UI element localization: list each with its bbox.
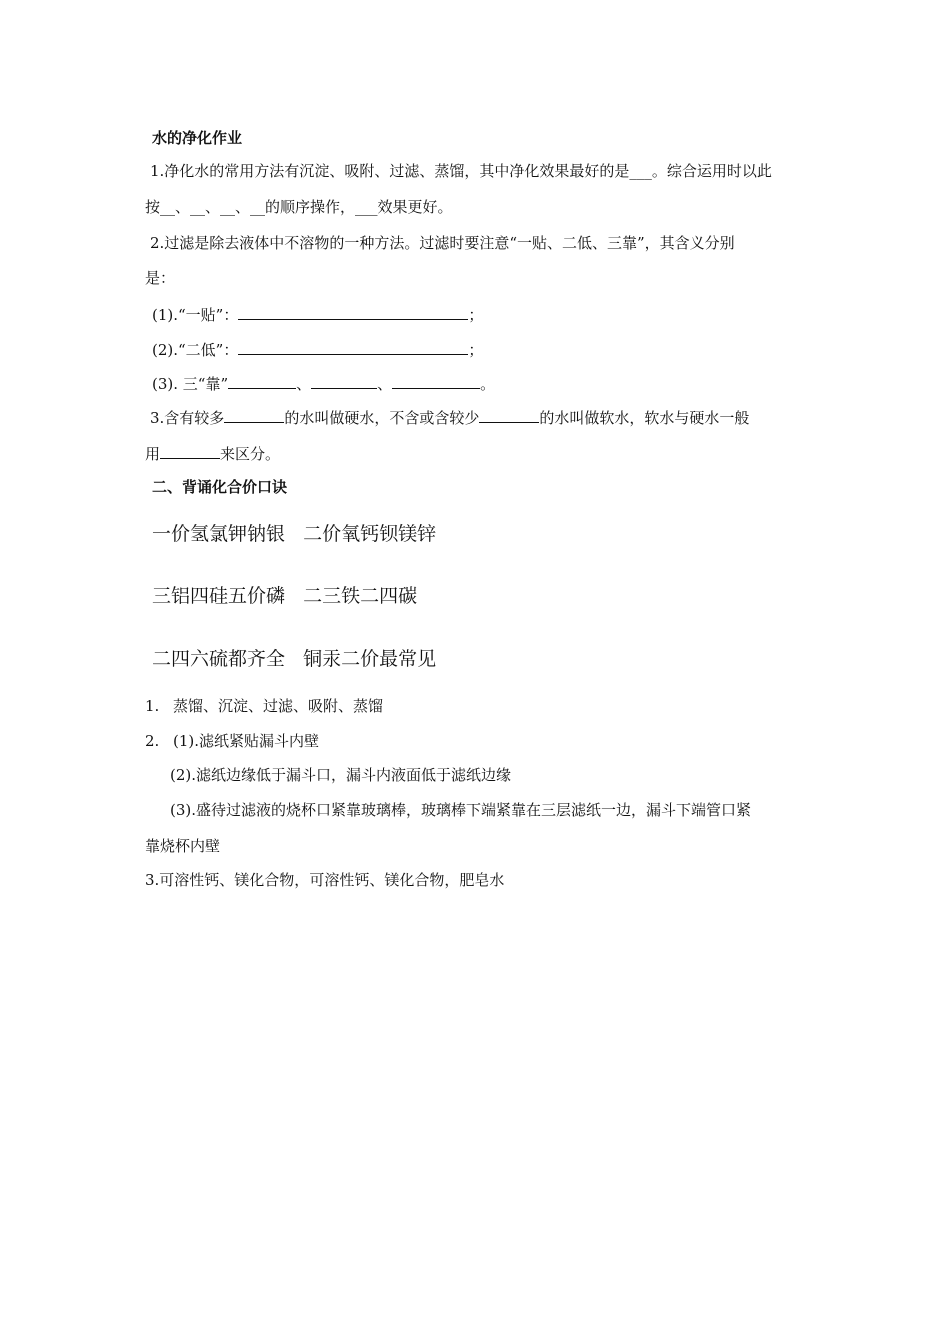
answer-blank[interactable] — [160, 442, 220, 459]
rhyme-line2: 三铝四硅五价磷 二三铁二四碳 — [152, 585, 418, 607]
answer-number: 2. — [145, 732, 160, 750]
answer-2-3-line2: 靠烧杯内壁 — [145, 837, 221, 855]
answer-blank[interactable] — [228, 372, 296, 389]
answer-text: 蒸馏、沉淀、过滤、吸附、蒸馏 — [173, 697, 384, 715]
answer-3: 3.可溶性钙、镁化合物，可溶性钙、镁化合物，肥皂水 — [145, 871, 505, 889]
answer-text: (1).滤纸紧贴漏斗内壁 — [173, 732, 320, 750]
answer-2 — [145, 731, 319, 751]
q3-text: 的水叫做软水，软水与硬水一般 — [539, 409, 750, 427]
q3-text: 的水叫做硬水，不含或含较少 — [284, 409, 480, 427]
q2-item1 — [152, 303, 483, 325]
q1-line1: 1.净化水的常用方法有沉淀、吸附、过滤、蒸馏，其中净化效果最好的是___。综合运用时以此 — [150, 162, 772, 180]
q3-line2 — [145, 442, 280, 464]
section2-heading: 二、背诵化合价口诀 — [152, 478, 288, 496]
rhyme-line1: 一价氢氯钾钠银 二价氧钙钡镁锌 — [152, 523, 437, 545]
semicolon: ； — [468, 341, 484, 359]
rhyme-line3: 二四六硫都齐全 铜汞二价最常见 — [152, 648, 437, 670]
q2-item1-label: (1).“一贴”： — [152, 306, 239, 324]
q3-text: 来区分。 — [220, 445, 281, 463]
answer-2-2: (2).滤纸边缘低于漏斗口，漏斗内液面低于滤纸边缘 — [170, 766, 512, 784]
q2-item2-label: (2).“二低”： — [152, 341, 239, 359]
q3-text: 3.含有较多 — [150, 409, 225, 427]
q3-text: 用 — [145, 445, 161, 463]
answer-blank[interactable] — [479, 406, 539, 423]
answer-blank[interactable] — [311, 372, 377, 389]
q1-line2: 按__、__、__、__的顺序操作，___效果更好。 — [145, 198, 453, 216]
answer-blank[interactable] — [238, 303, 468, 320]
semicolon: ； — [468, 306, 484, 324]
period: 。 — [480, 375, 496, 393]
document-title: 水的净化作业 — [152, 129, 243, 147]
separator: 、 — [296, 375, 312, 393]
answer-number: 1. — [145, 697, 160, 715]
q2-line2: 是： — [145, 269, 176, 287]
q2-item3-label: (3). 三“靠” — [152, 375, 229, 393]
separator: 、 — [377, 375, 393, 393]
q2-line1: 2.过滤是除去液体中不溶物的一种方法。过滤时要注意“一贴、二低、三靠”，其含义分别 — [150, 234, 735, 252]
q2-item3 — [152, 372, 495, 394]
q3-line1 — [150, 406, 749, 428]
answer-blank[interactable] — [238, 338, 468, 355]
answer-2-3-line1: (3).盛待过滤液的烧杯口紧靠玻璃棒，玻璃棒下端紧靠在三层滤纸一边，漏斗下端管口紧 — [170, 801, 752, 819]
answer-blank[interactable] — [392, 372, 480, 389]
q2-item2 — [152, 338, 483, 360]
answer-blank[interactable] — [224, 406, 284, 423]
answer-1 — [145, 696, 383, 716]
